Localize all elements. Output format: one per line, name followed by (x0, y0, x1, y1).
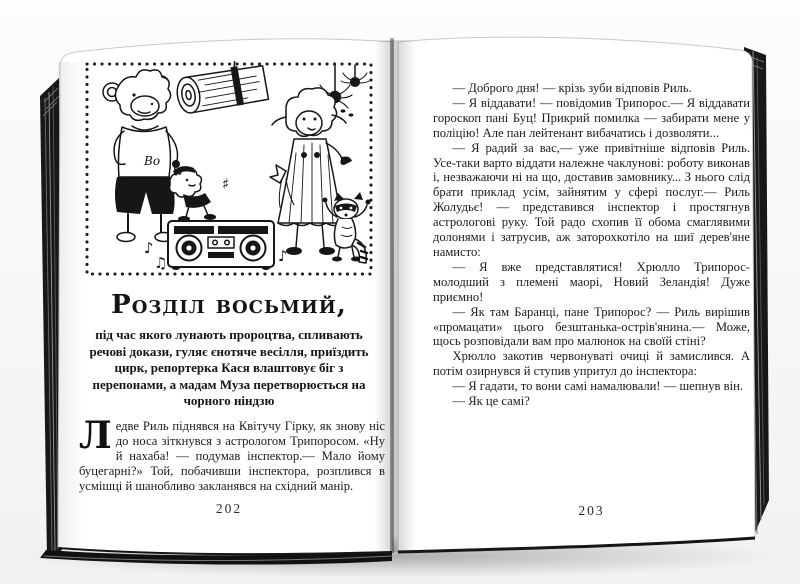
music-note-icon: ♯ (222, 175, 230, 193)
bug-icon (349, 113, 354, 116)
paragraph: — Як це самі? (452, 394, 530, 409)
lamb-child-figure (170, 165, 216, 222)
paragraph: Хрюлло закотив червонуваті очиці й замислився. А потім озирнувся й ступив упритул до інспектора: (433, 349, 750, 379)
chapter-title: Розділ восьмий, (111, 290, 347, 320)
log-illustration (173, 61, 269, 116)
ram-father-figure (103, 70, 180, 242)
music-note-icon: ♫ (154, 254, 168, 272)
boombox-illustration (168, 221, 274, 270)
chapter-opening-paragraph (79, 413, 385, 494)
shirt-text: Во (144, 154, 161, 168)
paragraph: — Доброго дня! — крізь зуби відповів Риль. (452, 81, 692, 95)
music-note-icon: ♪ (144, 239, 154, 257)
paragraph: — Я вже представлятися! Хрюлло Трипорос-молодший з племені маорі, Новий Зеландія! Дуже приємно! (433, 259, 750, 304)
page-number-right: 203 (578, 503, 605, 518)
drop-cap: Л (79, 413, 112, 457)
paragraph: — Я гадати, то вони самі намалювали! — шепнув він. (452, 379, 743, 394)
opening-paragraph-text: едве Риль піднявся на Квітучу Гірку, як знову ніс до носа зіткнувся з астрологом Трипоросом. «Ну й нахаба! — подумав інспектор.— Мало йому буцегарні?» Той, побачивши інспектора, розплився в усмішці й шанобливо закланявся на східний манір. (79, 419, 385, 493)
spider-icon (341, 65, 369, 86)
bug-icon (341, 109, 346, 112)
chapter-subtitle: під час якого лунають пророцтва, спливають речові докази, гуляє єнотяче весілля, приїздить цирк, репортерка Кася влаштовує біг з перепонами, а мадам Муза перетворюється на чорного ніндзю (89, 327, 369, 409)
page-number-left: 202 (215, 501, 243, 516)
right-page-text (433, 81, 750, 409)
paragraph: — Я радий за вас,— уже привітніше відповів Риль. Усе-таки варто віддати належне чаклунові: роботу виконав і, незважаючи ні на що, доставив замовнику... З нього слід брати приклад усім, зайнятим у сфері послуг.— Риль Жолудьє! — представився інспектор і простягнув астрологові руку. Той радо схопив її обома смаглявими долонями і затрусив, аж заторохкотіло на шиї дерев'яне намисто: (433, 140, 750, 259)
paragraph: — Я віддавати! — повідомив Трипорос.— Я віддавати гороскоп пані Буц! Прикрий помилка — забирати мене у поліцію! Але пан лейтенант вибачатись і дозволяти... (433, 95, 750, 140)
paragraph: — Як там Баранці, пане Трипорос? — Риль вирішив «промацати» цього безштанька-острів'янина.— Може, щось розповідали вам про малюнок на своїй стіні? (433, 304, 750, 349)
music-note-icon: ♪ (278, 247, 288, 265)
chapter-illustration (84, 61, 374, 277)
